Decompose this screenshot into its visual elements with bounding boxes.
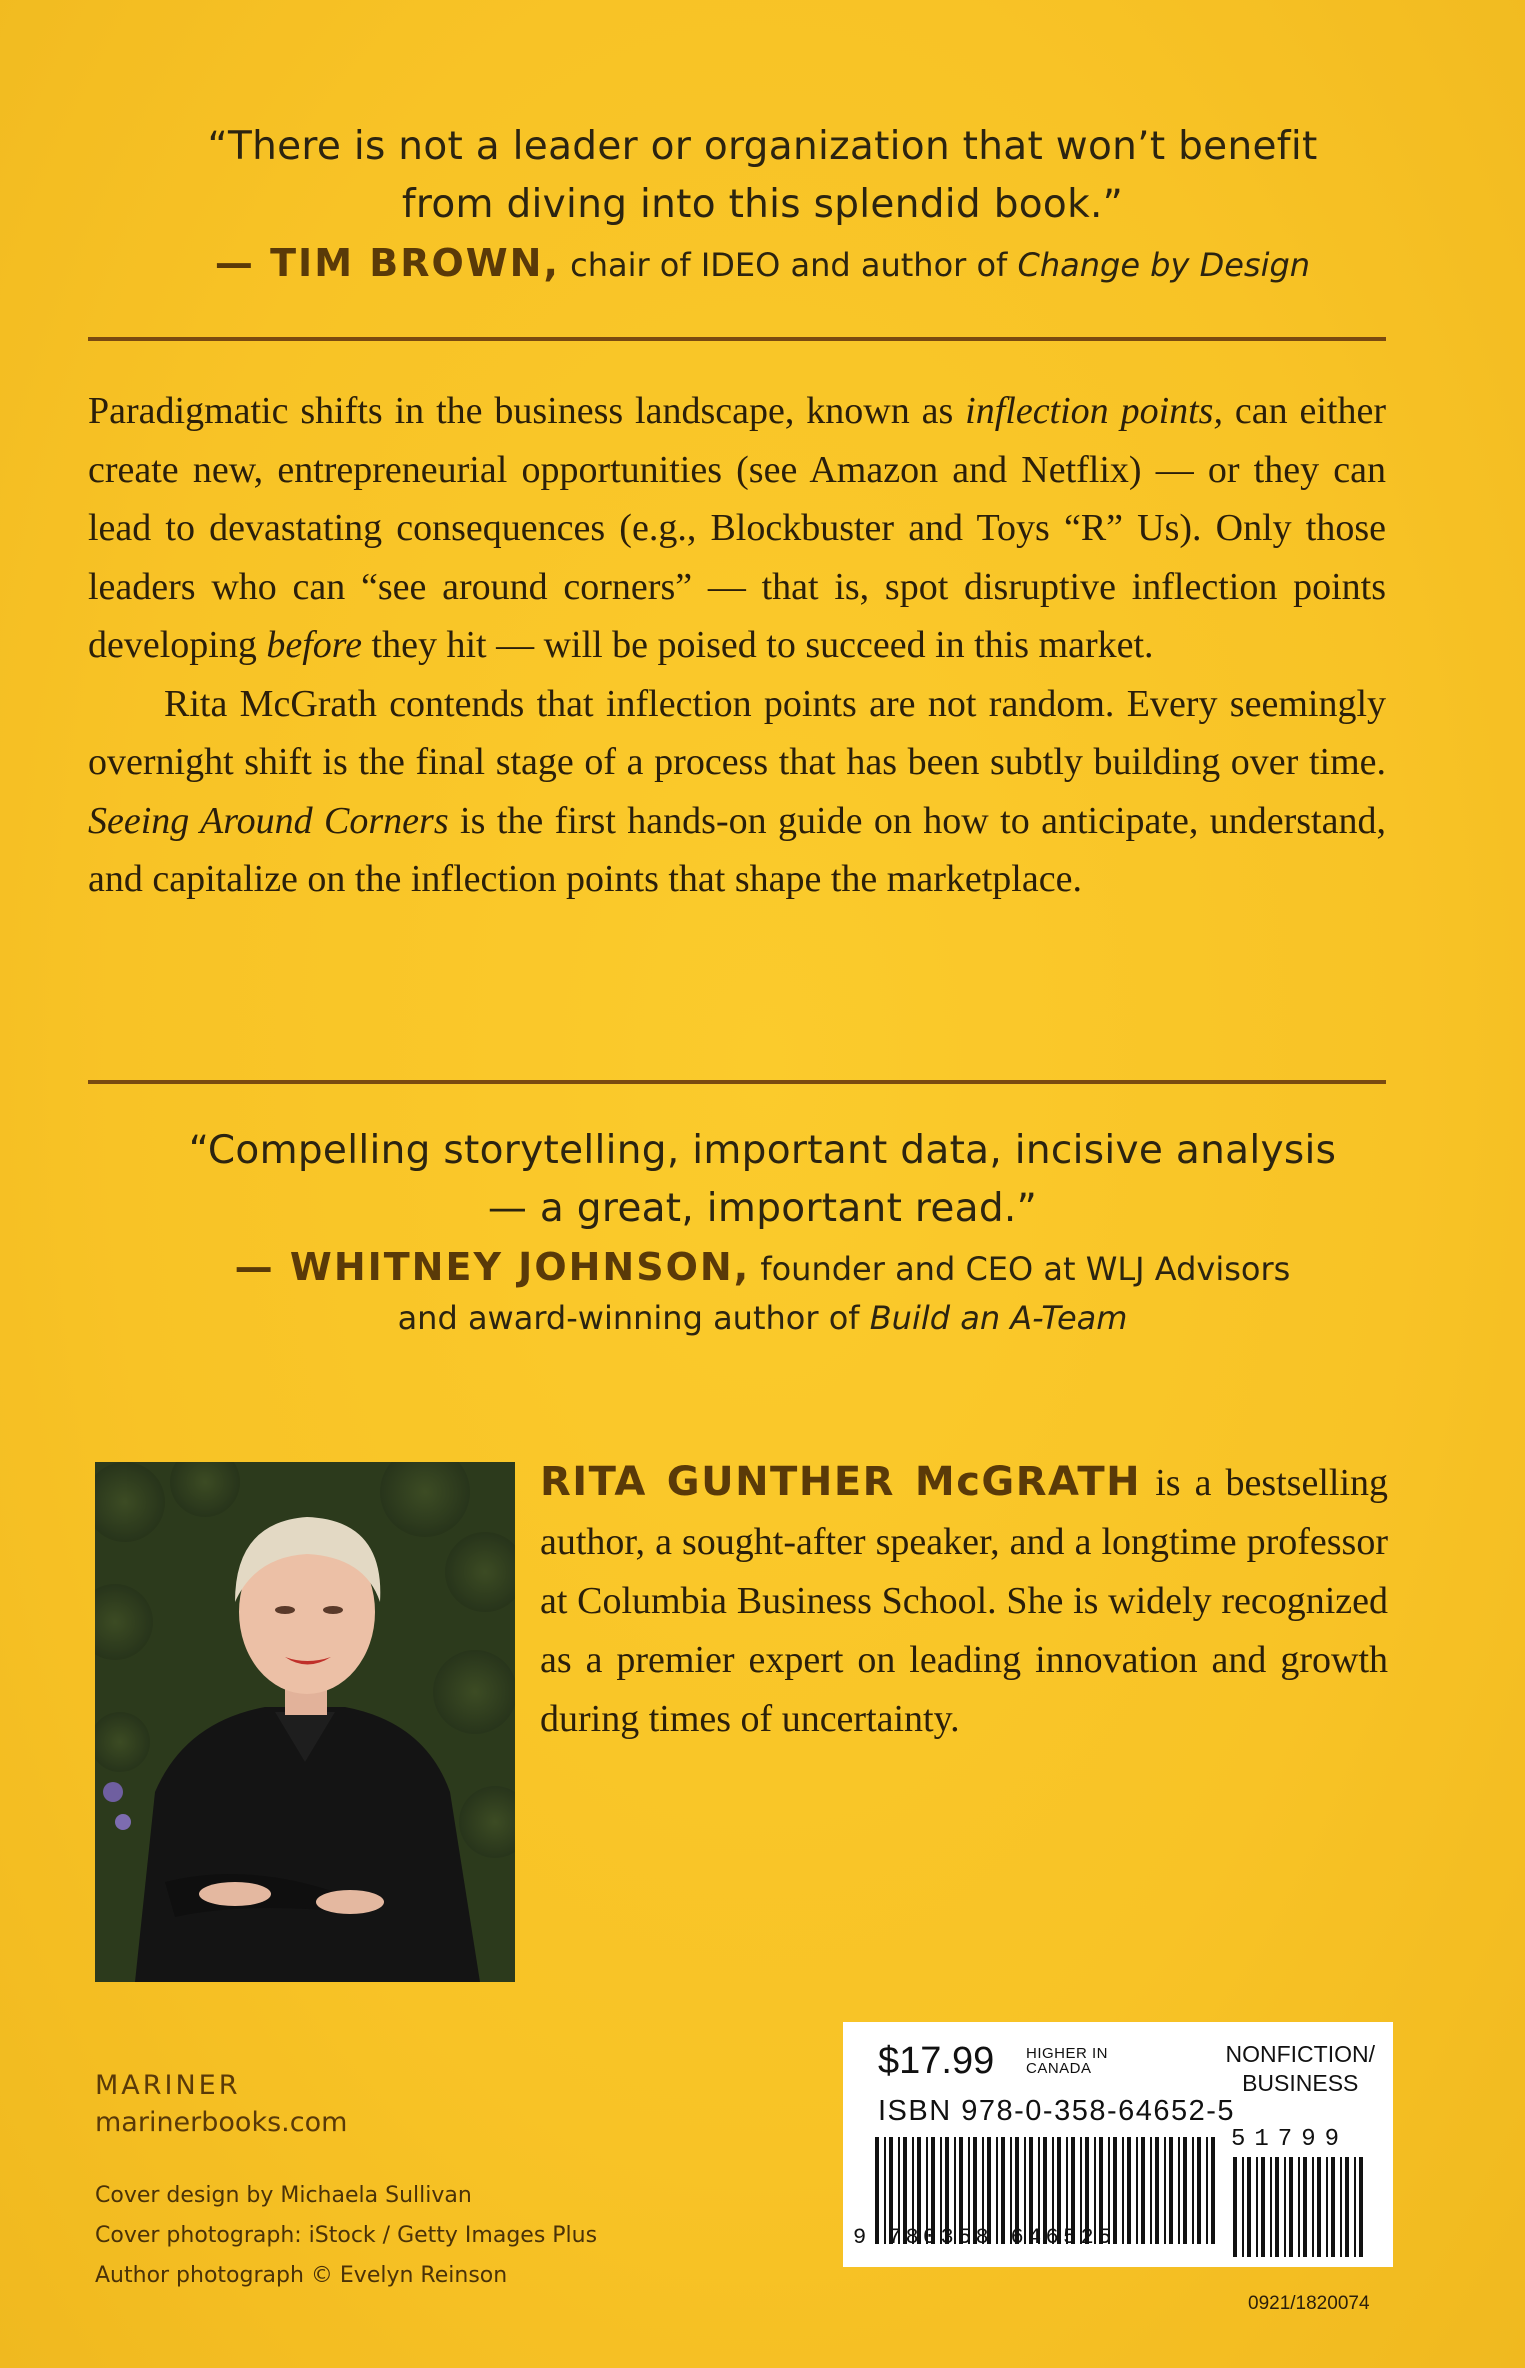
desc-p2-book-title: Seeing Around Corners — [88, 799, 449, 842]
credit-cover-design: Cover design by Michaela Sullivan — [95, 2183, 472, 2208]
barcode-bar — [1122, 2137, 1124, 2244]
top-quote-author-desc: chair of IDEO and author of — [559, 246, 1018, 284]
price: $17.99 — [878, 2040, 995, 2082]
barcode-bar — [1206, 2137, 1208, 2244]
barcode-addon-bar — [1247, 2157, 1251, 2257]
bottom-quote-line1: “Compelling storytelling, important data, incisive analysis — [188, 1128, 1337, 1173]
barcode-addon-bar — [1345, 2157, 1349, 2257]
isbn: ISBN 978-0-358-64652-5 — [878, 2095, 1236, 2127]
bottom-quote-line2: — a great, important read.” — [487, 1186, 1038, 1231]
desc-p2-a: Rita McGrath contends that inflection points are not random. Every seemingly overnight shift is the final stage of a process that has been subtly building over time. — [88, 682, 1386, 783]
barcode-digits: 9 780358 646525 — [853, 2225, 1116, 2250]
barcode-addon-bar — [1284, 2157, 1286, 2257]
desc-p1-b: can either create new, entrepreneurial opportunities (see Amazon and Netflix) — or they can lead to devastating consequences (e.g., Blockbuster and Toys “R” Us). Only those leaders who can “see around corners” — that is, spot disruptive inflection points developing — [88, 390, 1387, 666]
barcode-addon-bar — [1256, 2157, 1258, 2257]
barcode-addon-bar — [1354, 2157, 1356, 2257]
barcode-bar — [1183, 2137, 1187, 2244]
description-paragraph-1 — [88, 382, 1386, 675]
author-photo-illustration — [95, 1462, 515, 1982]
print-code: 0921/1820074 — [1248, 2293, 1370, 2314]
barcode-addon-bar — [1317, 2157, 1321, 2257]
author-bio-text: is a bestselling author, a sought-after speaker, and a longtime professor at Columbia Business School. She is widely recognized as a premier expert on leading innovation and growth during times of uncertainty. — [540, 1462, 1388, 1740]
barcode-bar — [1192, 2137, 1194, 2244]
desc-p1-emphasis-2: before — [266, 624, 363, 666]
publisher-block — [95, 2068, 347, 2142]
author-name: RITA GUNTHER McGRATH — [540, 1459, 1142, 1505]
barcode-addon-bar — [1275, 2157, 1279, 2257]
book-description — [88, 382, 1386, 909]
top-quote — [90, 118, 1435, 292]
barcode-addon-bar — [1303, 2157, 1307, 2257]
bottom-quote-author: — WHITNEY JOHNSON, — [234, 1245, 751, 1289]
barcode-bar — [1164, 2137, 1166, 2244]
barcode-bar — [1136, 2137, 1138, 2244]
barcode-addon-bar — [1331, 2157, 1335, 2257]
barcode-bar — [1169, 2137, 1173, 2244]
category-line1: NONFICTION/ — [1225, 2041, 1375, 2067]
barcode-addon-bar — [1359, 2157, 1363, 2257]
divider-top — [88, 337, 1386, 341]
barcode-addon-bar — [1340, 2157, 1342, 2257]
bottom-quote-author-desc: founder and CEO at WLJ Advisors — [750, 1250, 1291, 1288]
credit-cover-photo: Cover photograph: iStock / Getty Images Plus — [95, 2223, 598, 2248]
barcode-addon-bar — [1242, 2157, 1244, 2257]
barcode-bar — [1150, 2137, 1152, 2244]
barcode-bar — [1127, 2137, 1131, 2244]
publisher-url[interactable]: marinerbooks.com — [95, 2107, 348, 2138]
top-quote-book-title: Change by Design — [1017, 246, 1311, 284]
top-quote-author: — TIM BROWN, — [214, 241, 560, 285]
credits — [95, 2176, 597, 2296]
barcode-addon-bar — [1326, 2157, 1328, 2257]
divider-bottom — [88, 1080, 1386, 1084]
bottom-quote-desc2: and award-winning author of — [397, 1299, 870, 1337]
barcode-addon-bar — [1270, 2157, 1272, 2257]
bottom-quote — [90, 1122, 1435, 1340]
top-quote-attribution — [90, 236, 1435, 292]
barcode-bar — [1178, 2137, 1180, 2244]
barcode-addon-digits: 51799 — [1231, 2126, 1349, 2153]
publisher-name: MARINER — [95, 2070, 241, 2101]
barcode-label — [843, 2022, 1393, 2267]
credit-author-photo: Author photograph © Evelyn Reinson — [95, 2263, 508, 2288]
category-line2: BUSINESS — [1242, 2070, 1359, 2096]
canada-line1: HIGHER IN — [1026, 2045, 1109, 2062]
barcode-addon-bar — [1289, 2157, 1293, 2257]
author-bio — [540, 1453, 1388, 1749]
bottom-quote-book-title: Build an A-Team — [869, 1299, 1128, 1337]
barcode-addon-bar — [1298, 2157, 1300, 2257]
bottom-quote-attribution-line2 — [90, 1296, 1435, 1340]
canada-line2: CANADA — [1026, 2060, 1092, 2077]
author-photo — [95, 1462, 515, 1982]
description-paragraph-2 — [88, 675, 1386, 909]
barcode-bar — [1197, 2137, 1201, 2244]
top-quote-line1: “There is not a leader or organization that won’t benefit — [207, 124, 1318, 169]
barcode-addon-bar — [1233, 2157, 1237, 2257]
desc-p2-b: is the first hands-on guide on how to anticipate, understand, and capitalize on the inflection points that shape the marketplace. — [88, 799, 1386, 900]
barcode-bar — [1155, 2137, 1159, 2244]
barcode-bar — [1211, 2137, 1215, 2244]
barcode-bar — [1141, 2137, 1145, 2244]
bottom-quote-attribution — [90, 1240, 1435, 1296]
desc-p1-emphasis: inflection points, — [965, 390, 1223, 432]
barcode-addon-bar — [1312, 2157, 1314, 2257]
desc-p1-c: they hit — will be poised to succeed in this market. — [362, 624, 1154, 666]
barcode-addon-bar — [1261, 2157, 1265, 2257]
desc-p1-a: Paradigmatic shifts in the business landscape, known as — [88, 390, 966, 432]
top-quote-line2: from diving into this splendid book.” — [401, 182, 1124, 227]
